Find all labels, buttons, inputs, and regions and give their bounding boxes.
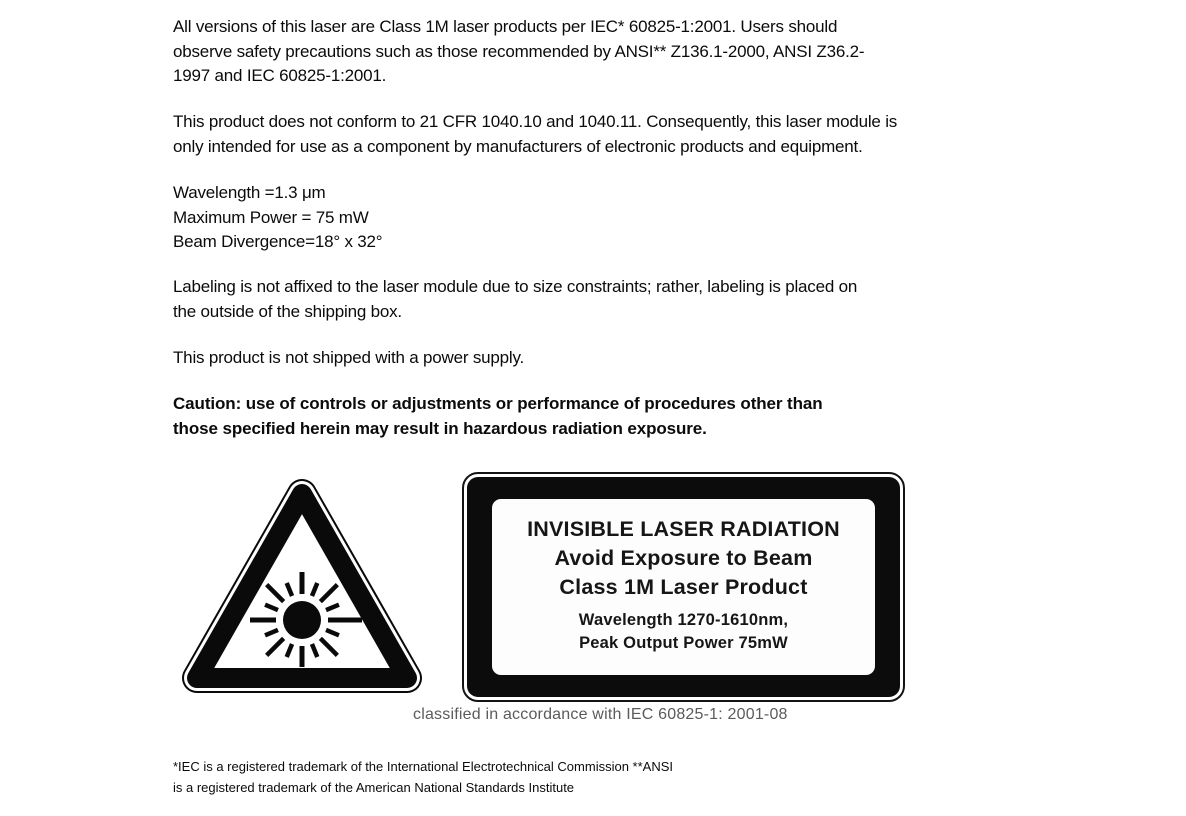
text-line: observe safety precautions such as those recommended by ANSI** Z136.1-2000, ANSI Z36.2- (173, 41, 865, 61)
trademark-footnote (173, 756, 673, 798)
text-line: Caution: use of controls or adjustments or performance of procedures other than (173, 394, 823, 413)
paragraph-labeling (173, 275, 857, 324)
caution-statement (173, 392, 823, 441)
spec-max-power: Maximum Power = 75 mW (173, 207, 369, 227)
text-line: is a registered trademark of the American National Standards Institute (173, 780, 575, 795)
text-line: 1997 and IEC 60825-1:2001. (173, 66, 387, 85)
text-line: This product is not shipped with a power supply. (173, 348, 525, 367)
text-line: Labeling is not affixed to the laser module due to size constraints; rather, labeling is placed on (173, 277, 858, 296)
text-line: This product does not conform to 21 CFR 1040.10 and 1040.11. Consequently, this laser module is (173, 112, 898, 131)
text-line: *IEC is a registered trademark of the International Electrotechnical Commission **ANSI (173, 759, 673, 774)
label-line-radiation: INVISIBLE LASER RADIATION (527, 517, 840, 541)
paragraph-classification (173, 15, 864, 89)
laser-warning-label (462, 472, 905, 702)
label-line-wavelength: Wavelength 1270-1610nm, (578, 611, 789, 629)
text-line: All versions of this laser are Class 1M laser products per IEC* 60825-1:2001. Users should (173, 17, 838, 36)
label-line-class: Class 1M Laser Product (559, 575, 808, 599)
label-line-peak-power: Peak Output Power 75mW (579, 634, 788, 652)
classification-caption: classified in accordance with IEC 60825-1: 2001-08 (413, 706, 788, 723)
paragraph-cfr-conformance (173, 110, 897, 159)
text-line: only intended for use as a component by manufacturers of electronic products and equipment. (173, 136, 863, 156)
laser-hazard-warning-icon (176, 466, 428, 706)
label-small-lines (492, 609, 875, 655)
paragraph-power-supply (173, 346, 524, 371)
label-text-panel (492, 499, 875, 675)
label-black-frame (467, 477, 900, 697)
text-line: those specified herein may result in hazardous radiation exposure. (173, 418, 707, 438)
spec-wavelength: Wavelength =1.3 μm (173, 183, 326, 202)
spec-beam-divergence: Beam Divergence=18° x 32° (173, 232, 383, 251)
text-line: the outside of the shipping box. (173, 301, 402, 321)
laser-specs-list (173, 181, 382, 255)
label-line-avoid: Avoid Exposure to Beam (554, 546, 813, 570)
